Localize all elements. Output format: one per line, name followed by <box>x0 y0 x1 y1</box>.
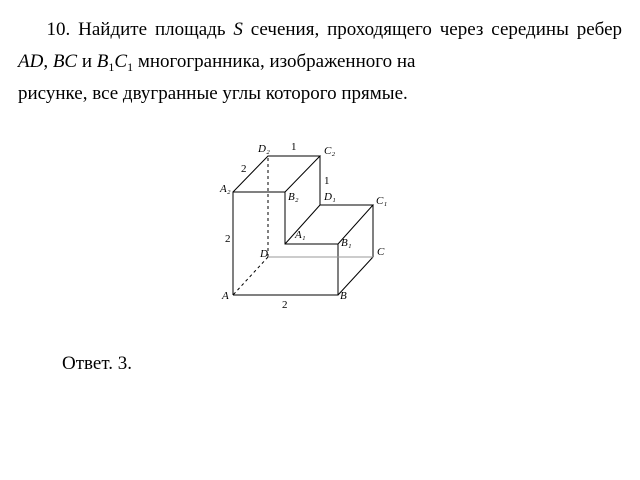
word: проходящего <box>327 19 432 40</box>
word: изображенного <box>269 51 393 72</box>
polyhedron-figure <box>200 128 410 313</box>
word: Найдите <box>78 19 148 40</box>
label-b1: B₁ <box>341 237 352 249</box>
dim-step-height: 1 <box>324 175 330 187</box>
edge-b1c1 <box>97 51 133 72</box>
answer: Ответ. 3. <box>62 353 132 374</box>
dim-top-width: 1 <box>291 141 297 153</box>
label-b: B <box>340 290 347 302</box>
label-c2: C₂ <box>324 145 336 157</box>
label-a: A <box>222 290 229 302</box>
word: через <box>439 19 484 40</box>
label-b2: B₂ <box>288 191 299 203</box>
word: и <box>81 51 93 72</box>
edge-bc: BC <box>52 51 78 72</box>
dim-base: 2 <box>282 299 288 311</box>
label-d: D <box>260 248 268 260</box>
word: площадь <box>154 19 226 40</box>
subscript: 1 <box>127 60 134 74</box>
variable-s: S <box>233 19 243 40</box>
word: сечения, <box>250 19 320 40</box>
label-d2: D₂ <box>258 143 270 155</box>
hidden-edge-d-a <box>233 257 268 295</box>
label-c1: C₁ <box>376 195 388 207</box>
subscript: 1 <box>108 60 115 74</box>
edge-letter: C <box>114 51 128 72</box>
label-c: C <box>377 246 385 258</box>
dim-height: 2 <box>225 233 231 245</box>
label-a2: A₂ <box>220 183 231 195</box>
dim-top-depth: 2 <box>241 163 247 175</box>
punctuation: , <box>43 51 49 72</box>
word: ребер <box>576 19 623 40</box>
word: многогранника, <box>137 51 265 72</box>
word: на <box>396 51 416 72</box>
problem-line-3: рисунке, все двугранные углы которого прямые. <box>18 83 408 104</box>
problem-number: 10. <box>46 19 71 40</box>
edge-ad: AD <box>18 51 44 72</box>
word: середины <box>491 19 569 40</box>
label-a1: A₁ <box>295 229 306 241</box>
problem-text <box>18 14 622 110</box>
edge-letter: B <box>96 51 109 72</box>
label-d1: D₁ <box>324 191 336 203</box>
